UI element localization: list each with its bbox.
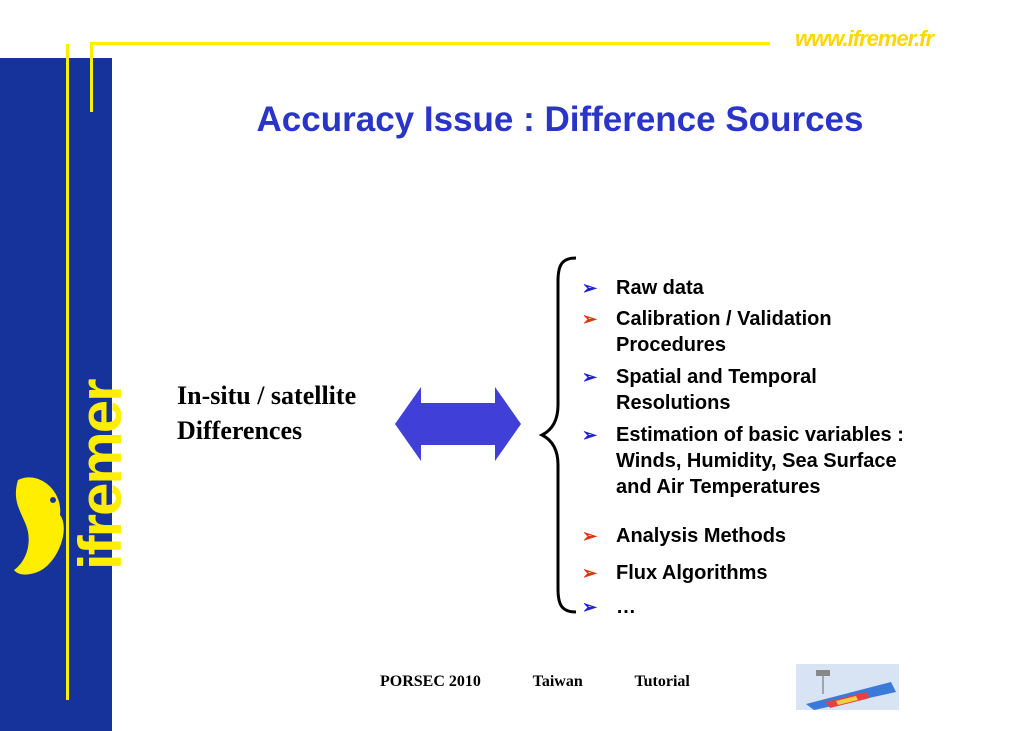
arrowhead-bullet-icon: ➢ (582, 563, 598, 583)
list-item-line: Resolutions (616, 392, 731, 414)
left-label-line-2: Differences (177, 416, 303, 445)
curly-brace-icon (538, 255, 582, 615)
double-arrow-icon (393, 385, 523, 463)
satellite-swath-image (796, 664, 899, 710)
list-item-line: Procedures (616, 334, 727, 356)
list-item (582, 594, 636, 620)
left-label (177, 378, 356, 448)
list-item-line: Winds, Humidity, Sea Surface (616, 450, 897, 472)
list-item-line: Raw data (616, 277, 704, 299)
list-item-line: and Air Temperatures (616, 476, 821, 498)
list-item (582, 364, 817, 416)
list-item (582, 306, 832, 358)
slide-title: Accuracy Issue : Difference Sources (256, 100, 864, 139)
footer-conference: PORSEC 2010 (380, 673, 481, 690)
arrowhead-bullet-icon: ➢ (582, 309, 598, 329)
list-item (582, 422, 904, 500)
list-item-line: Calibration / Validation (616, 308, 832, 330)
website-url[interactable]: www.ifremer.fr (795, 26, 934, 51)
arrowhead-bullet-icon: ➢ (582, 278, 598, 298)
list-item-line: Estimation of basic variables : (616, 424, 904, 446)
footer (380, 673, 738, 691)
footer-location: Taiwan (532, 673, 583, 690)
ifremer-logo: ifremer (67, 380, 134, 570)
top-rule (90, 42, 770, 45)
list-item-line: … (616, 596, 636, 618)
arrowhead-bullet-icon: ➢ (582, 526, 598, 546)
list-item (582, 275, 704, 301)
list-item-line: Analysis Methods (616, 525, 787, 547)
list-item-line: Spatial and Temporal (616, 366, 817, 388)
arrowhead-bullet-icon: ➢ (582, 597, 598, 617)
list-item (582, 523, 786, 549)
list-item (582, 560, 767, 586)
list-item-line: Flux Algorithms (616, 562, 768, 584)
corner-rule (90, 42, 93, 112)
left-label-line-1: In-situ / satellite (177, 381, 357, 410)
arrowhead-bullet-icon: ➢ (582, 425, 598, 445)
footer-type: Tutorial (634, 673, 690, 690)
arrowhead-bullet-icon: ➢ (582, 367, 598, 387)
